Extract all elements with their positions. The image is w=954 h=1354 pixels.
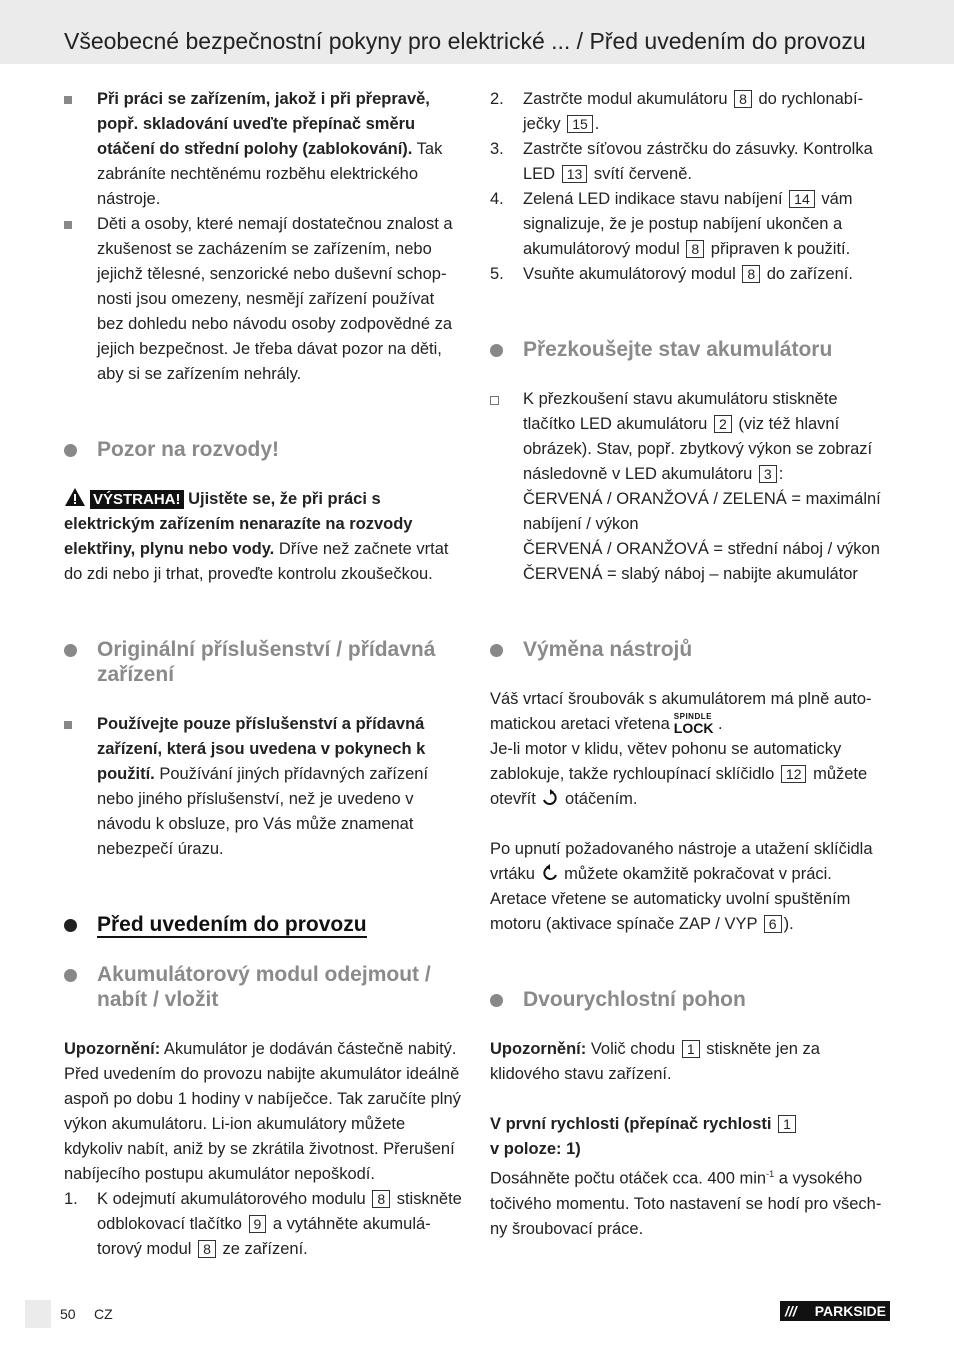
part-number-badge: 14 <box>789 190 815 208</box>
bullet-square-icon <box>64 221 72 229</box>
text: stiskněte odblokovací tlačítko <box>97 1190 462 1233</box>
section-heading <box>490 337 890 362</box>
text: Děti a osoby, které nemají dostatečnou znalost a zkušenost se zacházením se zařízením, nebo jejichž tělesné, senzorické nebo duševní schopnosti jsou omezeny, nesmějí zařízení používat bez dohledu nebo návodu osoby zodpovědné za jejich bezpečnost. Je třeba dávat pozor na děti, aby si se zařízením nehrály. <box>97 215 453 383</box>
left-column <box>64 87 464 1262</box>
paragraph <box>490 737 890 812</box>
heading-text: Přezkoušejte stav akumulátoru <box>523 338 833 361</box>
spindle-lock-bottom: LOCK <box>673 720 714 736</box>
spindle-lock-top: SPINDLE <box>673 712 712 721</box>
step-number: 3. <box>490 140 504 158</box>
bullet-dot-icon <box>490 994 503 1007</box>
text: stiskněte jen za klidového stavu zařízení. <box>490 1040 820 1083</box>
section-heading <box>64 437 464 462</box>
text: a vysokého točivého momentu. Toto nastavení se hodí pro všechny šroubovací práce. <box>490 1169 882 1238</box>
text: : <box>778 465 784 483</box>
note-label: Upozornění: <box>64 1040 161 1058</box>
heading-text: Pozor na rozvody! <box>97 438 280 461</box>
text: Akumulátor je dodáván částečně nabitý. Před uvedením do provozu nabijte akumulátor ideálně aspoň po dobu 1 hodiny v nabíječce. Tak zaručíte plný výkon akumulátoru. Li-ion akumulátory můžete kdykoliv nabít, aniž by se zkrátila životnost. Přerušení nabíjecího postupu akumulátor nepoškodí. <box>64 1040 461 1183</box>
bullet-dot-icon <box>64 969 77 982</box>
page-number: 50 <box>60 1306 76 1322</box>
text: . <box>713 715 723 733</box>
part-number-badge: 8 <box>734 90 752 108</box>
heading-text: Akumulátorový modul odejmout / nabít / vložit <box>97 963 431 1011</box>
text: Používání jiných přídavných zařízení nebo jiného příslušenství, než je uvedeno v návodu k obsluze, pro Vás může znamenat nebezpečí úrazu. <box>97 765 429 858</box>
part-number-badge: 8 <box>198 1240 216 1258</box>
step-number: 2. <box>490 90 504 108</box>
bold-text: Ujistěte se, že při práci s elektrickým zařízením nenarazíte na rozvody elektřiny, plynu nebo vody. <box>64 490 413 558</box>
text: můžete okamžitě pokračovat v práci. Aretace vřetene se automaticky uvolní spuštěním motoru (aktivace spínače ZAP / VYP <box>490 865 851 933</box>
part-number-badge: 15 <box>567 115 593 133</box>
text: Je-li motor v klidu, větev pohonu se automaticky zablokuje, takže rychloupínací sklíčidlo <box>490 740 842 783</box>
bold-text: V první rychlosti (přepínač rychlosti <box>490 1115 772 1133</box>
page-header <box>0 0 954 64</box>
spindle-lock-icon <box>674 713 714 735</box>
bullet-dot-icon <box>490 344 503 357</box>
part-number-badge: 8 <box>742 265 760 283</box>
section-heading <box>64 637 464 687</box>
checkbox-square-icon <box>490 396 499 405</box>
paragraph <box>490 837 890 937</box>
paragraph <box>490 1162 890 1242</box>
led-state-line: ČERVENÁ / ORANŽOVÁ / ZELENÁ = maximální nabíjení / výkon <box>523 490 881 533</box>
text: Zastrčte síťovou zástrčku do zásuvky. Kontrolka LED <box>523 140 873 183</box>
rotate-close-icon <box>540 864 560 882</box>
numbered-step <box>64 1187 464 1262</box>
numbered-step <box>490 262 890 287</box>
numbered-step <box>490 87 890 137</box>
bold-text: v poloze: 1) <box>490 1140 581 1158</box>
paragraph <box>490 687 890 737</box>
led-state-line: ČERVENÁ / ORANŽOVÁ = střední náboj / výkon <box>523 540 880 558</box>
logo-text: PARKSIDE <box>814 1303 886 1319</box>
text: Zelená LED indikace stavu nabíjení <box>523 190 783 208</box>
part-number-badge: 12 <box>781 765 807 783</box>
rotate-open-icon <box>540 789 560 807</box>
bullet-dot-icon <box>64 644 77 657</box>
text: do rychlonabíječky <box>523 90 864 133</box>
part-number-badge: 13 <box>562 165 588 183</box>
part-number-badge: 9 <box>249 1215 267 1233</box>
bullet-dot-icon <box>490 644 503 657</box>
section-heading <box>64 962 464 1012</box>
note-paragraph <box>64 1037 464 1187</box>
text: Dříve než začnete vrtat do zdi nebo ji trhat, proveďte kontrolu zkoušečkou. <box>64 540 449 583</box>
heading-text: Výměna nástrojů <box>523 638 693 661</box>
heading-text: Originální příslušenství / přídavná zařízení <box>97 638 436 686</box>
text: Po upnutí požadovaného nástroje a utažení sklíčidla vrtáku <box>490 840 873 883</box>
text: můžete otevřít <box>490 765 868 808</box>
text: otáčením. <box>560 790 638 808</box>
note-label: Upozornění: <box>490 1040 587 1058</box>
text: připraven k použití. <box>706 240 851 258</box>
text: K přezkoušení stavu akumulátoru stiskněte tlačítko LED akumulátoru <box>523 390 838 433</box>
part-number-badge: 8 <box>372 1190 390 1208</box>
heading-text: Před uvedením do provozu <box>97 913 367 936</box>
led-state-line: ČERVENÁ = slabý náboj – nabijte akumulátor <box>523 565 858 583</box>
text: Váš vrtací šroubovák s akumulátorem má plně automatickou aretaci vřetena <box>490 690 872 733</box>
part-number-badge: 6 <box>764 915 782 933</box>
text: Tak zabráníte nechtěnému rozběhu elektrického nástroje. <box>97 140 443 208</box>
part-number-badge: 1 <box>778 1115 796 1133</box>
subheading <box>490 1137 890 1162</box>
part-number-badge: 2 <box>714 415 732 433</box>
text: Volič chodu <box>586 1040 676 1058</box>
text: Vsuňte akumulátorový modul <box>523 265 736 283</box>
text: vám signalizuje, že je postup nabíjení ukončen a akumulátorový modul <box>523 190 853 258</box>
text: a vytáhněte akumulátorový modul <box>97 1215 431 1258</box>
subheading <box>490 1112 890 1137</box>
section-heading <box>490 987 890 1012</box>
part-number-badge: 3 <box>759 465 777 483</box>
text: (viz též hlavní obrázek). Stav, popř. zbytkový výkon se zobrazí následovně v LED akumulátoru <box>523 415 873 483</box>
text: svítí červeně. <box>589 165 692 183</box>
text: Zastrčte modul akumulátoru <box>523 90 728 108</box>
bullet-square-icon <box>64 96 72 104</box>
warning-triangle-icon <box>64 487 86 507</box>
right-column <box>490 87 890 1242</box>
footer-square <box>25 1300 51 1328</box>
warning-label: VÝSTRAHA! <box>90 490 184 509</box>
bullet-dot-icon <box>64 919 77 932</box>
text: Dosáhněte počtu otáček cca. 400 min <box>490 1169 767 1188</box>
text: K odejmutí akumulátorového modulu <box>97 1190 366 1208</box>
part-number-badge: 8 <box>686 240 704 258</box>
note-paragraph <box>490 1037 890 1087</box>
logo-stripes: /// <box>785 1303 797 1319</box>
parkside-logo <box>780 1301 890 1321</box>
bullet-square-icon <box>64 721 72 729</box>
text: . <box>594 115 600 133</box>
section-heading-main <box>64 912 464 937</box>
language-code: CZ <box>94 1306 113 1322</box>
bullet-dot-icon <box>64 444 77 457</box>
part-number-badge: 1 <box>682 1040 700 1058</box>
step-number: 5. <box>490 265 504 283</box>
bold-text: Při práci se zařízením, jakož i při přepravě, popř. skladování uveďte přepínač směru otáčení do střední polohy (zablokování). <box>97 90 430 158</box>
numbered-step <box>490 187 890 262</box>
text: ). <box>783 915 794 933</box>
numbered-step <box>490 137 890 187</box>
step-number: 4. <box>490 190 504 208</box>
list-item <box>490 387 890 587</box>
list-item <box>64 87 464 212</box>
superscript: -1 <box>766 1169 775 1179</box>
page-title: Všeobecné bezpečnostní pokyny pro elektrické ... / Před uvedením do provozu <box>64 28 866 54</box>
heading-text: Dvourychlostní pohon <box>523 988 746 1011</box>
bold-text: Používejte pouze příslušenství a přídavná zařízení, která jsou uvedena v pokynech k použití. <box>97 715 426 783</box>
section-heading <box>490 637 890 662</box>
step-number: 1. <box>64 1190 78 1208</box>
warning-paragraph <box>64 487 464 587</box>
text: do zařízení. <box>762 265 853 283</box>
text: ze zařízení. <box>217 1240 308 1258</box>
list-item <box>64 212 464 387</box>
list-item <box>64 712 464 862</box>
